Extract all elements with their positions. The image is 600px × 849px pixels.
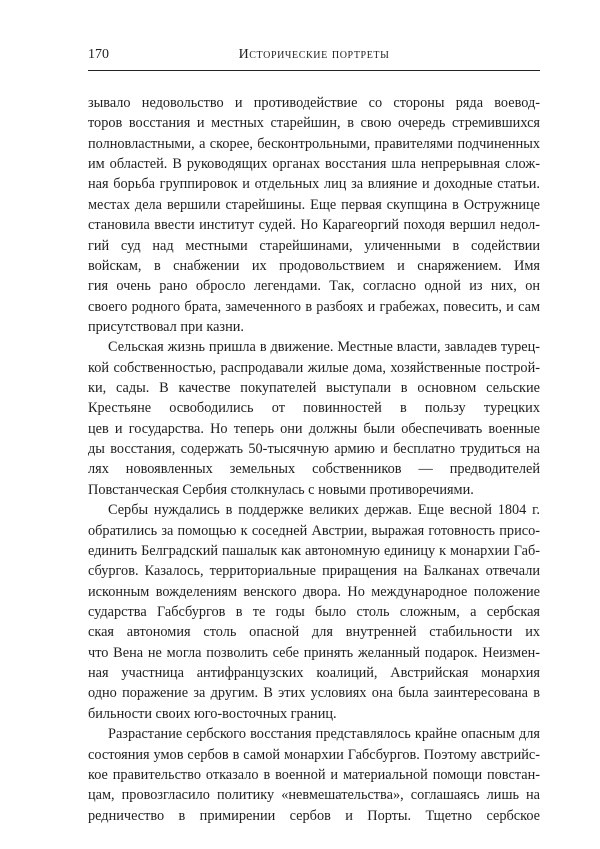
text-line: Крестьяне освободились от повинностей в пользу турецких <box>88 400 540 417</box>
text-line: Разрастание сербского восстания представлялось крайне опасным для <box>108 726 540 743</box>
text-line: становила ввести институт судей. Но Карагеоргий походя вершил недол- <box>88 217 540 234</box>
text-line: им областей. В руководящих органах восстания шла непрерывная слож- <box>88 156 540 173</box>
text-line: исконным вожделениям венского двора. Но международное положение <box>88 583 540 600</box>
text-line: ская автономия столь опасной для внутренней стабильности их <box>88 624 540 641</box>
text-line: единить Белградский пашалык как автономную единицу к монархии Габ- <box>88 542 540 559</box>
text-line: редничество в примирении сербов и Порты. Тщетно сербское <box>88 807 540 824</box>
text-line: ная участница антифранцузских коалиций, Австрийская монархия <box>88 665 540 682</box>
page-number: 170 <box>88 47 109 62</box>
text-line: торов восстания и местных старейшин, в свою очередь стремившихся <box>88 115 540 132</box>
text-line: состояния умов сербов в самой монархии Габсбургов. Поэтому австрийс- <box>88 746 540 763</box>
text-line: обратились за помощью к соседней Австрии, выражая готовность присо- <box>88 522 540 539</box>
body-text <box>88 93 540 826</box>
text-line: Сельская жизнь пришла в движение. Местные власти, завладев турец- <box>108 339 540 356</box>
text-line: присутствовал при казни. <box>88 318 244 335</box>
paragraph <box>88 337 540 500</box>
text-line: лях новоявленных земельных собственников — предводителей <box>88 461 540 478</box>
text-line: цам, провозгласило политику «невмешательства», соглашаясь лишь на <box>88 787 540 804</box>
text-line: кое правительство отказало в военной и материальной помощи повстан- <box>88 766 540 783</box>
text-line: ная борьба группировок и отдельных лиц за влияние и доходные статьи. <box>88 176 540 193</box>
text-line: ки, сады. В качестве покупателей выступали в основном сельские <box>88 380 540 397</box>
text-line: местах дела вершили старейшины. Еще первая скупщина в Остружнице <box>88 196 540 213</box>
running-header <box>88 47 540 69</box>
paragraph <box>88 500 540 724</box>
paragraph <box>88 724 540 826</box>
text-line: сударства Габсбургов в те годы было столь сложным, а сербская <box>88 603 540 620</box>
text-line: что Вена не могла позволить себе принять желанный подарок. Неизмен- <box>88 644 540 661</box>
text-line: своего родного брата, замеченного в разбоях и грабежах, повесить, и сам <box>88 298 540 315</box>
text-line: одно поражение за другим. В этих условиях она была заинтересована в <box>88 685 540 702</box>
text-line: Повстанческая Сербия столкнулась с новыми противоречиями. <box>88 481 474 498</box>
header-rule <box>88 70 540 71</box>
text-line: гия очень рано обросло легендами. Так, согласно одной из них, он <box>88 278 540 295</box>
text-line: кой собственностью, распродавали жилые дома, хозяйственные построй- <box>88 359 540 376</box>
text-line: ды восстания, содержать 50-тысячную армию и бесплатно трудиться на <box>88 441 540 458</box>
text-line: войскам, в снабжении их продовольствием и снаряжением. Имя <box>88 257 540 274</box>
text-line: зывало недовольство и противодействие со стороны ряда воевод- <box>88 95 540 111</box>
text-line: сбургов. Казалось, территориальные приращения на Балканах отвечали <box>88 563 540 580</box>
running-title: Исторические портреты <box>238 47 390 62</box>
text-line: Сербы нуждались в поддержке великих держав. Еще весной 1804 г. <box>108 502 540 519</box>
text-line: гий суд над местными старейшинами, уличенными в содействии <box>88 237 540 254</box>
text-line: полновластными, а скорее, бесконтрольными, правителями подчиненных <box>88 135 540 152</box>
text-line: бильности своих юго-восточных границ. <box>88 705 337 722</box>
paragraph <box>88 93 540 337</box>
text-line: цев и государства. Но теперь они должны были обеспечивать военные <box>88 420 540 437</box>
